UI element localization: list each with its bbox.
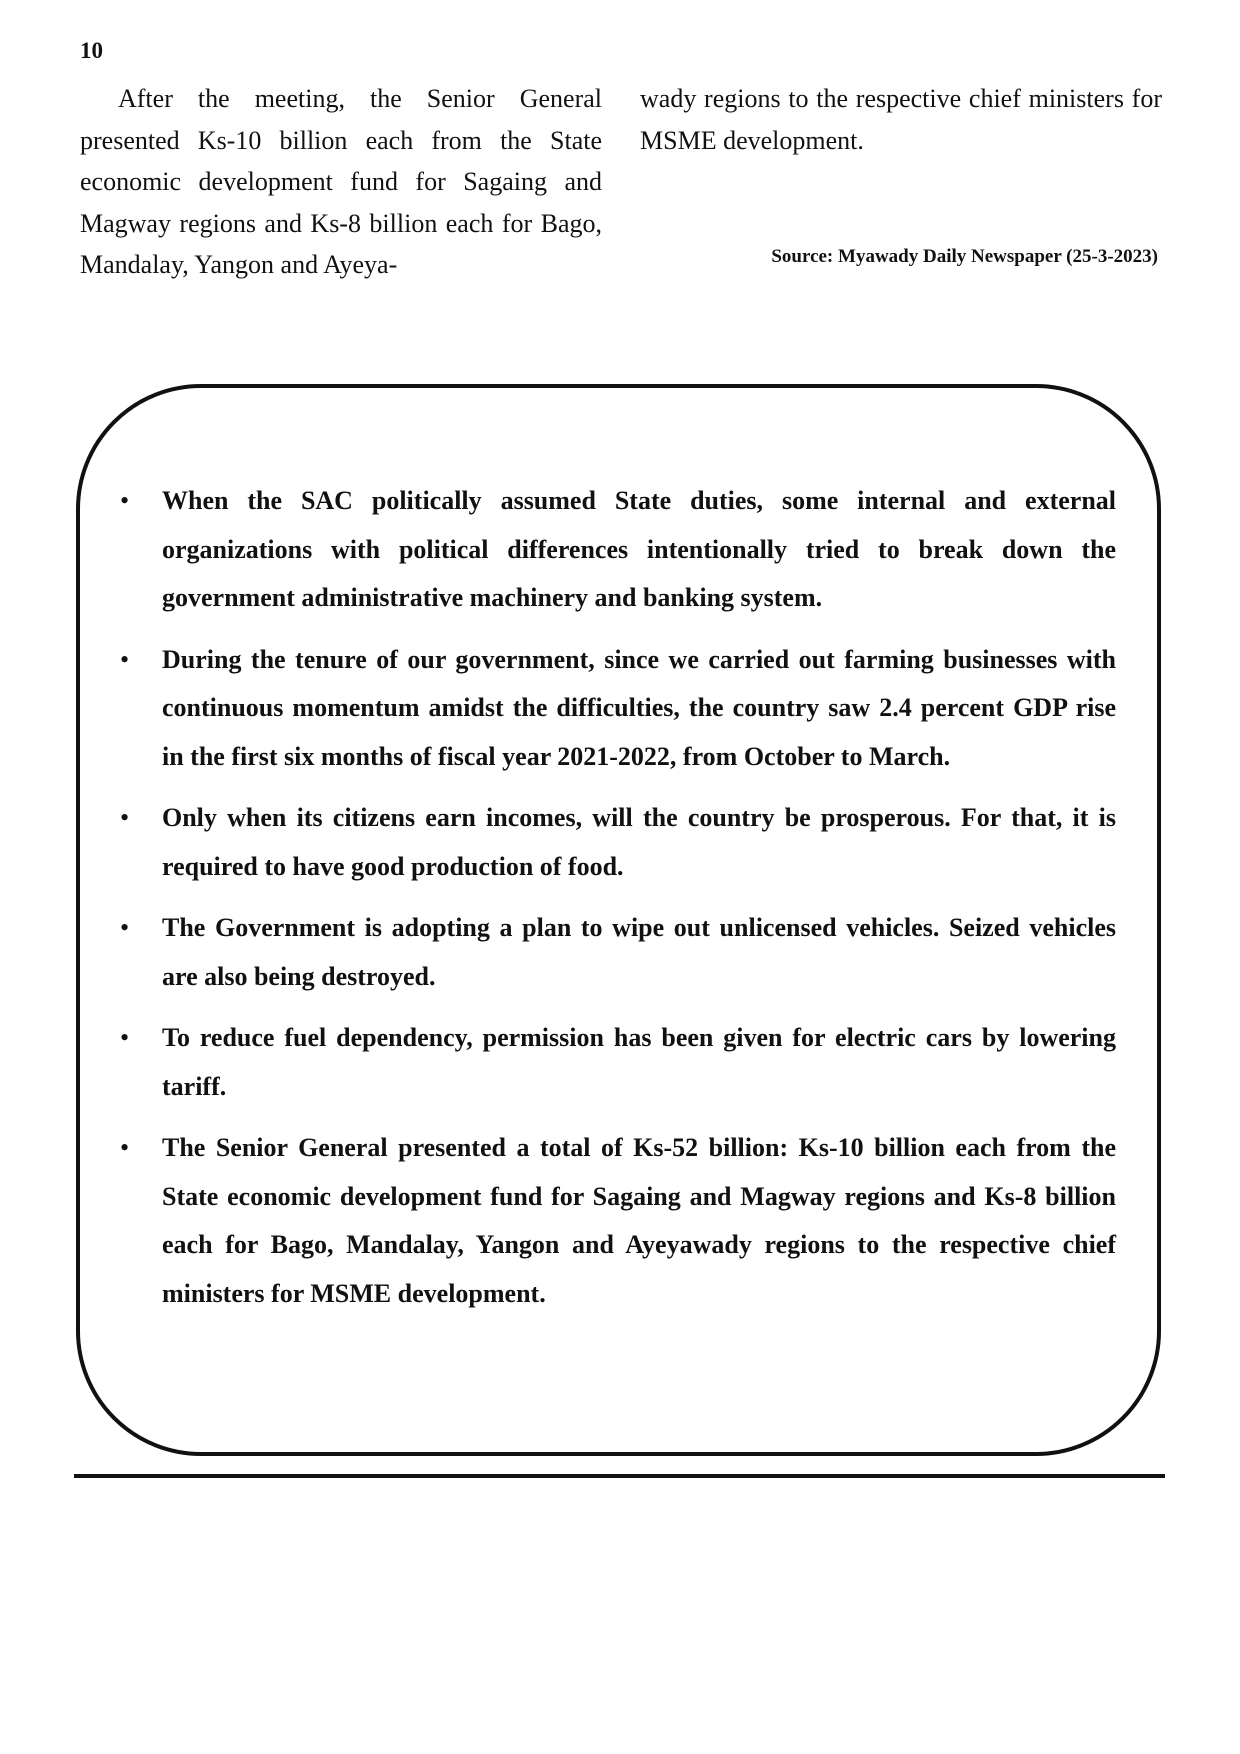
article-right-column [640,78,1162,161]
highlight-item: • The Government is adopting a plan to wipe out unlicensed vehicles. Seized vehicles are also being destroyed. [116,904,1116,1001]
highlights-list [116,477,1116,1331]
highlight-item: • To reduce fuel dependency, permission has been given for electric cars by lowering tariff. [116,1014,1116,1111]
page-number: 10 [80,38,103,63]
article-paragraph-right: wady regions to the respective chief ministers for MSME development. [640,84,1162,155]
article-left-column [80,78,602,286]
highlight-item: • The Senior General presented a total of Ks-52 billion: Ks-10 billion each from the State economic development fund for Sagaing and Magway regions and Ks-8 billion each for Bago, Mandalay, Yangon and Ayeyawady regions to the respective chief ministers for MSME development. [116,1124,1116,1318]
bottom-rule [74,1474,1165,1478]
highlight-item: • When the SAC politically assumed State duties, some internal and external organizations with political differences intentionally tried to break down the government administrative machinery and banking system. [116,477,1116,623]
highlight-item: • During the tenure of our government, since we carried out farming businesses with continuous momentum amidst the difficulties, the country saw 2.4 percent GDP rise in the first six months of fiscal year 2021-2022, from October to March. [116,636,1116,782]
article-paragraph-left: After the meeting, the Senior General presented Ks-10 billion each from the State economic development fund for Sagaing and Magway regions and Ks-8 billion each for Bago, Mandalay, Yangon and Ayeya- [80,84,602,279]
source-credit: Source: Myawady Daily Newspaper (25-3-2023) [771,246,1158,267]
highlight-item: • Only when its citizens earn incomes, will the country be prosperous. For that, it is required to have good production of food. [116,794,1116,891]
